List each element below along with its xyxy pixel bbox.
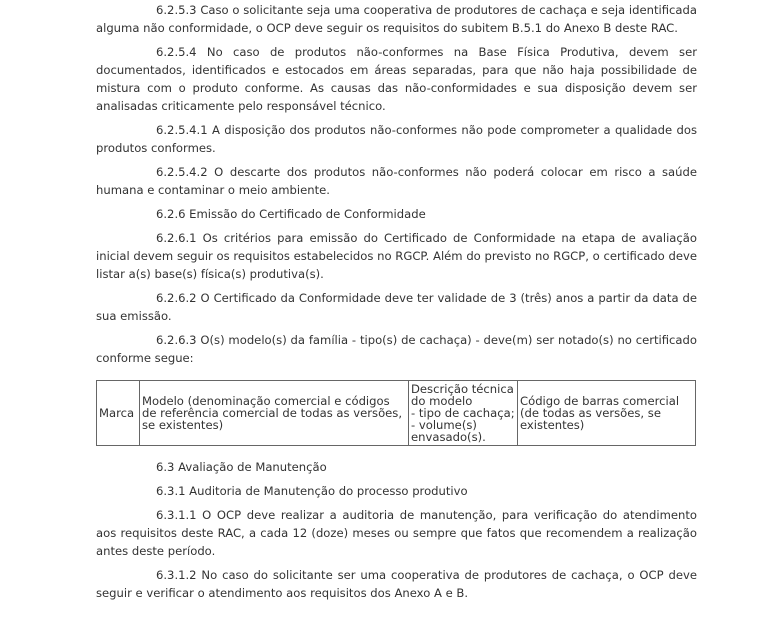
paragraph-6-2-5-4-2: 6.2.5.4.2 O descarte dos produtos não-conformes não poderá colocar em risco a saúde humana e contaminar o meio ambiente.: [96, 165, 697, 197]
descricao-line-1: Descrição técnica do modelo: [411, 382, 514, 408]
paragraph-6-2-6-2: 6.2.6.2 O Certificado da Conformidade deve ter validade de 3 (três) anos a partir da data de sua emissão.: [96, 291, 697, 323]
paragraph-6-2-5-3: 6.2.5.3 Caso o solicitante seja uma cooperativa de produtores de cachaça e seja identificada alguma não conformidade, o OCP deve seguir os requisitos do subitem B.5.1 do Anexo B deste RAC.: [96, 3, 697, 35]
paragraph-6-2-5-4-1: 6.2.5.4.1 A disposição dos produtos não-conformes não pode comprometer a qualidade dos produtos conformes.: [96, 123, 697, 155]
paragraph-6-3-1-2: 6.3.1.2 No caso do solicitante ser uma cooperativa de produtores de cachaça, o OCP deve seguir e verificar o atendimento aos requisitos dos Anexo A e B.: [96, 568, 697, 600]
certificate-model-table: [96, 380, 696, 446]
descricao-line-3: - volume(s) envasado(s).: [411, 418, 486, 444]
paragraph-6-3-1-1: 6.3.1.1 O OCP deve realizar a auditoria de manutenção, para verificação do atendimento aos requisitos deste RAC, a cada 12 (doze) meses ou sempre que fatos que recomendem a realização antes deste período.: [96, 508, 697, 558]
table-cell-descricao: [409, 381, 518, 446]
table-cell-codigo: Código de barras comercial (de todas as versões, se existentes): [518, 381, 696, 446]
document-body: [96, 0, 697, 602]
table-cell-marca: Marca: [97, 381, 140, 446]
heading-6-3: 6.3 Avaliação de Manutenção: [156, 460, 327, 474]
heading-6-3-1: 6.3.1 Auditoria de Manutenção do processo produtivo: [156, 484, 468, 498]
descricao-line-2: - tipo de cachaça;: [411, 406, 515, 420]
table-cell-modelo: Modelo (denominação comercial e códigos de referência comercial de todas as versões, se existentes): [140, 381, 409, 446]
paragraph-6-2-6-3: 6.2.6.3 O(s) modelo(s) da família - tipo(s) de cachaça) - deve(m) ser notado(s) no certificado conforme segue:: [96, 333, 697, 365]
paragraph-6-2-5-4: 6.2.5.4 No caso de produtos não-conformes na Base Física Produtiva, devem ser documentados, identificados e estocados em áreas separadas, para que não haja possibilidade de mistura com o produto conforme. As causas das não-conformidades e sua disposição devem ser analisadas criticamente pelo responsável técnico.: [96, 45, 697, 113]
table-row: [97, 381, 696, 446]
paragraph-6-2-6-1: 6.2.6.1 Os critérios para emissão do Certificado de Conformidade na etapa de avaliação inicial devem seguir os requisitos estabelecidos no RGCP. Além do previsto no RGCP, o certificado deve listar a(s) base(s) física(s) produtiva(s).: [96, 231, 697, 281]
heading-6-2-6: 6.2.6 Emissão do Certificado de Conformidade: [156, 207, 426, 221]
